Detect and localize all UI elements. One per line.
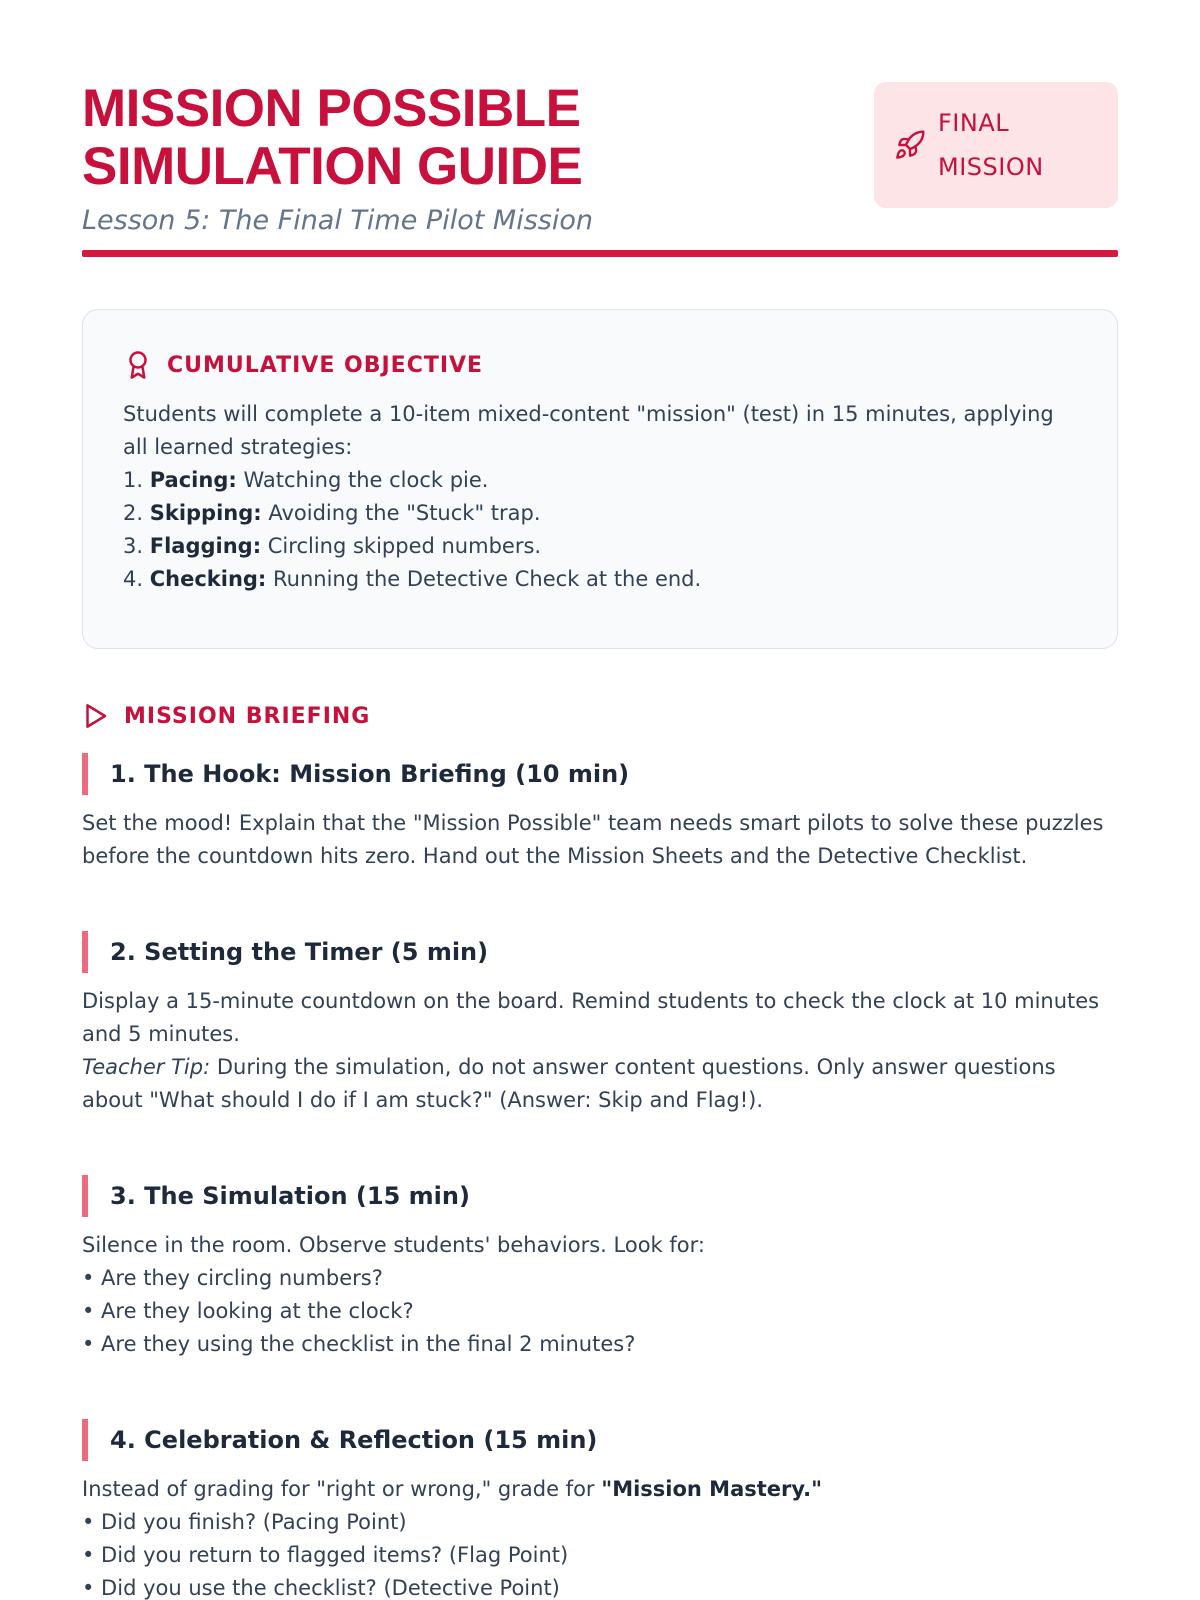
step-1 <box>82 753 1118 873</box>
item-term: Checking: <box>149 567 267 591</box>
step-title: 3. The Simulation (15 min) <box>82 1175 1118 1217</box>
objective-item <box>123 563 1077 596</box>
item-number: 2. <box>123 501 144 525</box>
item-number: 4. <box>123 567 144 591</box>
item-term: Skipping: <box>149 501 262 525</box>
bullet-item: • Did you return to flagged items? (Flag Point) <box>82 1543 569 1567</box>
step-3 <box>82 1175 1118 1361</box>
steps-list <box>82 753 1118 1600</box>
objective-item <box>123 497 1077 530</box>
page-subtitle: Lesson 5: The Final Time Pilot Mission <box>82 205 593 236</box>
step-body <box>82 1473 1118 1600</box>
briefing-heading <box>82 701 1118 731</box>
step-text-prefix: Instead of grading for "right or wrong," grade for <box>82 1477 602 1501</box>
award-icon <box>123 350 153 380</box>
item-text: Avoiding the "Stuck" trap. <box>261 501 541 525</box>
step-body <box>82 985 1118 1117</box>
item-text: Circling skipped numbers. <box>261 534 542 558</box>
step-body: Set the mood! Explain that the "Mission Possible" team needs smart pilots to solve these puzzles before the countdown hits zero. Hand out the Mission Sheets and the Detective Checklist. <box>82 811 1104 868</box>
step-text <box>82 1473 1118 1506</box>
objective-item <box>123 530 1077 563</box>
objective-heading <box>123 350 1077 380</box>
bullet-item: • Did you use the checklist? (Detective Point) <box>82 1576 560 1600</box>
item-text: Running the Detective Check at the end. <box>266 567 702 591</box>
title-line-2: SIMULATION GUIDE <box>82 137 583 196</box>
objective-heading-label: CUMULATIVE OBJECTIVE <box>167 352 484 378</box>
item-term: Pacing: <box>149 468 237 492</box>
item-term: Flagging: <box>149 534 262 558</box>
step-body <box>82 1229 1118 1361</box>
bullet-item: • Are they using the checklist in the final 2 minutes? <box>82 1332 636 1356</box>
item-number: 1. <box>123 468 144 492</box>
objective-item <box>123 464 1077 497</box>
step-2 <box>82 931 1118 1117</box>
step-title: 2. Setting the Timer (5 min) <box>82 931 1118 973</box>
objective-card <box>82 309 1118 649</box>
step-4 <box>82 1419 1118 1600</box>
step-text: Display a 15-minute countdown on the board. Remind students to check the clock at 10 minutes and 5 minutes. <box>82 989 1100 1046</box>
rocket-icon <box>894 129 926 161</box>
teacher-tip-label: Teacher Tip: <box>82 1055 211 1079</box>
step-title: 1. The Hook: Mission Briefing (10 min) <box>82 753 1118 795</box>
header <box>82 80 1118 246</box>
badge-line-2: MISSION <box>938 153 1044 181</box>
step-text: Silence in the room. Observe students' behaviors. Look for: <box>82 1233 705 1257</box>
item-text: Watching the clock pie. <box>236 468 489 492</box>
badge-line-1: FINAL <box>938 109 1010 137</box>
item-number: 3. <box>123 534 144 558</box>
teacher-tip-text: During the simulation, do not answer content questions. Only answer questions about "What should I do if I am stuck?" (Answer: Skip and Flag!). <box>82 1055 1056 1112</box>
title-line-1: MISSION POSSIBLE <box>82 79 581 138</box>
badge-text <box>938 101 1044 189</box>
final-mission-badge <box>874 82 1118 208</box>
bullet-item: • Are they looking at the clock? <box>82 1299 414 1323</box>
mission-briefing-section <box>82 701 1118 1600</box>
bullet-item: • Did you finish? (Pacing Point) <box>82 1510 407 1534</box>
briefing-heading-label: MISSION BRIEFING <box>124 703 371 729</box>
play-icon <box>80 701 110 731</box>
objective-intro: Students will complete a 10-item mixed-content "mission" (test) in 15 minutes, applying all learned strategies: <box>123 402 1054 459</box>
objective-body <box>123 398 1077 596</box>
bullet-item: • Are they circling numbers? <box>82 1266 383 1290</box>
step-title: 4. Celebration & Reflection (15 min) <box>82 1419 1118 1461</box>
teacher-tip <box>82 1051 1118 1117</box>
mission-mastery-label: "Mission Mastery." <box>601 1477 823 1501</box>
header-divider <box>82 250 1118 257</box>
